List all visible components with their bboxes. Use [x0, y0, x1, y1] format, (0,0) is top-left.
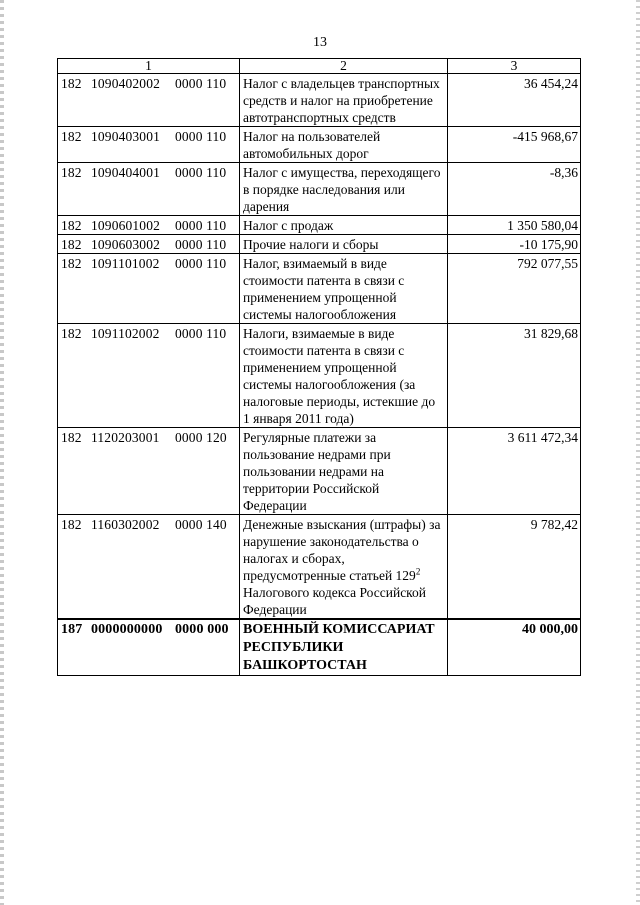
budget-code [58, 74, 240, 127]
budget-code [58, 235, 240, 254]
income-name: Налоги, взимаемые в виде стоимости патента в связи с применением упрощенной системы налогообложения (за налоговые периоды, истекшие до 1 января 2011 года) [240, 324, 448, 428]
sub-code: 0000 000 [175, 622, 229, 637]
budget-code [58, 254, 240, 324]
admin-code: 182 [61, 218, 82, 233]
amount: 792 077,55 [448, 254, 581, 324]
amount: 1 350 580,04 [448, 216, 581, 235]
admin-code: 182 [61, 326, 82, 341]
table-row-agency [58, 619, 581, 676]
budget-code [58, 515, 240, 620]
income-name [240, 515, 448, 620]
table-row [58, 127, 581, 163]
sub-code: 0000 110 [175, 165, 227, 180]
classification-code: 1091102002 [91, 326, 160, 341]
scan-edge-left [0, 0, 4, 905]
sub-code: 0000 110 [175, 326, 227, 341]
column-header-amount: 3 [448, 59, 581, 74]
budget-code [58, 163, 240, 216]
header-row [58, 59, 581, 74]
classification-code: 0000000000 [91, 622, 163, 637]
budget-table [57, 58, 581, 676]
classification-code: 1090403001 [91, 129, 160, 144]
amount: -10 175,90 [448, 235, 581, 254]
amount: 36 454,24 [448, 74, 581, 127]
sub-code: 0000 120 [175, 430, 227, 445]
classification-code: 1160302002 [91, 517, 160, 532]
admin-code: 182 [61, 165, 82, 180]
agency-name: ВОЕННЫЙ КОМИССАРИАТ РЕСПУБЛИКИ БАШКОРТОСТАН [240, 619, 448, 676]
budget-code [58, 216, 240, 235]
income-name: Прочие налоги и сборы [240, 235, 448, 254]
classification-code: 1091101002 [91, 256, 160, 271]
amount: -415 968,67 [448, 127, 581, 163]
admin-code: 187 [61, 622, 83, 637]
income-name: Налог с продаж [240, 216, 448, 235]
classification-code: 1090603002 [91, 237, 160, 252]
admin-code: 182 [61, 517, 82, 532]
income-name: Налог с имущества, переходящего в порядке наследования или дарения [240, 163, 448, 216]
amount: 9 782,42 [448, 515, 581, 620]
sub-code: 0000 140 [175, 517, 227, 532]
budget-code [58, 324, 240, 428]
article-superscript: 2 [415, 566, 421, 577]
sub-code: 0000 110 [175, 237, 227, 252]
budget-code [58, 619, 240, 676]
income-name-text-end: Налогового кодекса Российской Федерации [243, 585, 427, 617]
income-name-text: Денежные взыскания (штрафы) за нарушение законодательства о налогах и сборах, предусмотренные статьей 129 [243, 517, 441, 583]
table-row [58, 324, 581, 428]
table-row [58, 163, 581, 216]
admin-code: 182 [61, 430, 82, 445]
column-header-code: 1 [58, 59, 240, 74]
table-row [58, 254, 581, 324]
admin-code: 182 [61, 129, 82, 144]
admin-code: 182 [61, 237, 82, 252]
amount: -8,36 [448, 163, 581, 216]
classification-code: 1090601002 [91, 218, 160, 233]
income-name: Налог на пользователей автомобильных дорог [240, 127, 448, 163]
sub-code: 0000 110 [175, 256, 227, 271]
amount: 31 829,68 [448, 324, 581, 428]
table-row [58, 428, 581, 515]
table-row [58, 216, 581, 235]
income-name: Налог с владельцев транспортных средств и налог на приобретение автотранспортных средств [240, 74, 448, 127]
classification-code: 1120203001 [91, 430, 160, 445]
budget-code [58, 127, 240, 163]
classification-code: 1090404001 [91, 165, 160, 180]
classification-code: 1090402002 [91, 76, 160, 91]
sub-code: 0000 110 [175, 129, 227, 144]
admin-code: 182 [61, 76, 82, 91]
sub-code: 0000 110 [175, 76, 227, 91]
table-row [58, 74, 581, 127]
table-row [58, 515, 581, 620]
table-row [58, 235, 581, 254]
amount: 40 000,00 [448, 619, 581, 676]
page-number: 13 [313, 35, 327, 50]
income-name: Налог, взимаемый в виде стоимости патента в связи с применением упрощенной системы налогообложения [240, 254, 448, 324]
income-name: Регулярные платежи за пользование недрами при пользовании недрами на территории Российской Федерации [240, 428, 448, 515]
column-header-name: 2 [240, 59, 448, 74]
budget-code [58, 428, 240, 515]
scan-edge-right [636, 0, 640, 905]
sub-code: 0000 110 [175, 218, 227, 233]
amount: 3 611 472,34 [448, 428, 581, 515]
admin-code: 182 [61, 256, 82, 271]
